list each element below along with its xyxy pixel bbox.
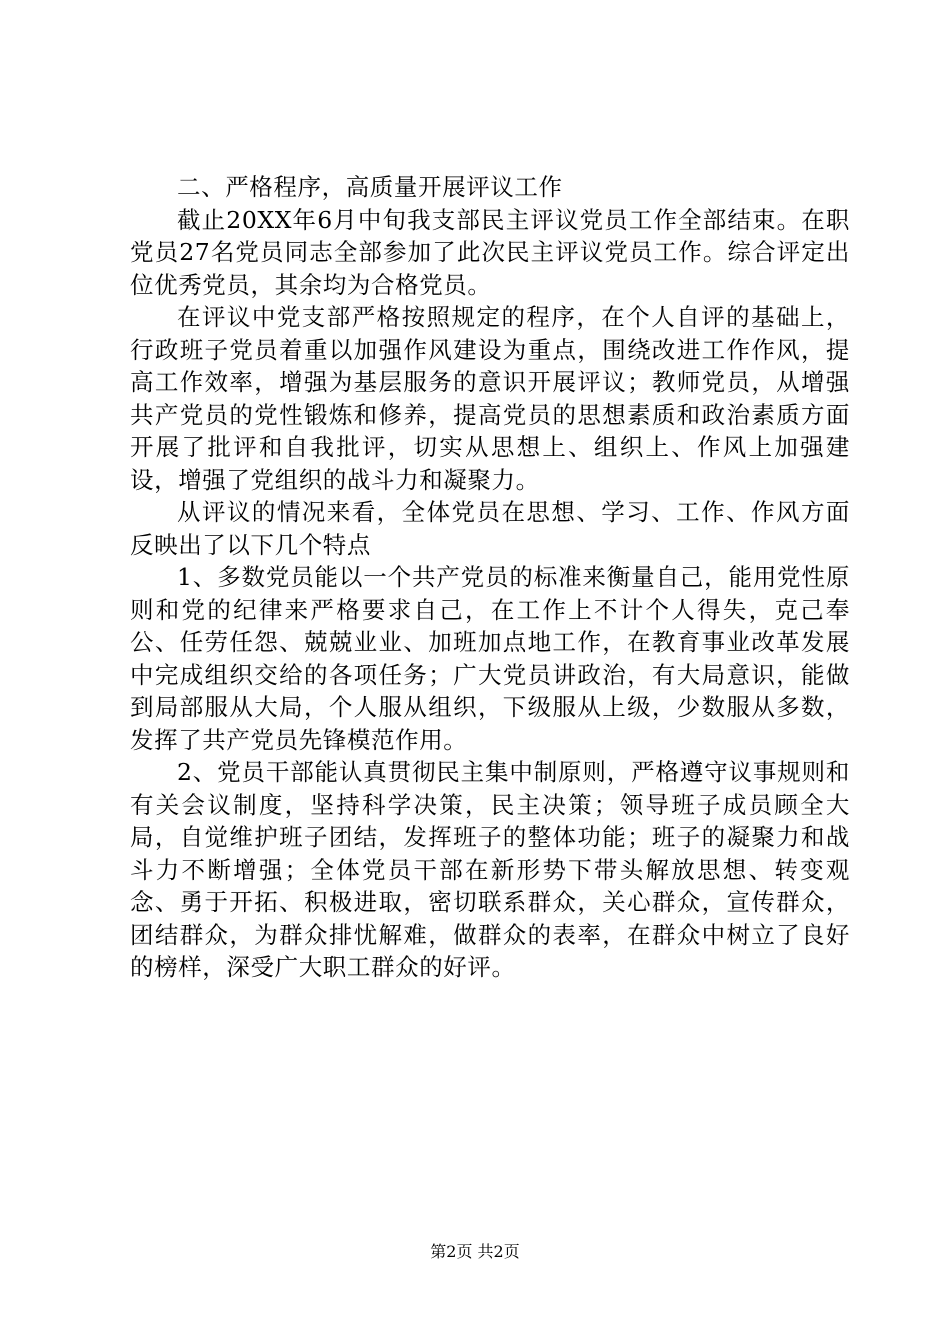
paragraph-point-1: 1、多数党员能以一个共产党员的标准来衡量自己，能用党性原则和党的纪律来严格要求自己，在工作上不计个人得失，克己奉公、任劳任怨、兢兢业业、加班加点地工作，在教育事业改革发展中完成组织交给的各项任务；广大党员讲政治，有大局意识，能做到局部服从大局，个人服从组织，下级服从上级，少数服从多数，发挥了共产党员先锋模范作用。: [130, 563, 850, 754]
paragraph-summary: 截止20XX年6月中旬我支部民主评议党员工作全部结束。在职党员27名党员同志全部参加了此次民主评议党员工作。综合评定出位优秀党员，其余均为合格党员。: [130, 205, 850, 299]
document-body: [130, 171, 850, 984]
paragraph-overview: 从评议的情况来看，全体党员在思想、学习、工作、作风方面反映出了以下几个特点: [130, 498, 850, 559]
page-footer: 第2页 共2页: [430, 1242, 520, 1261]
section-heading: 二、严格程序，高质量开展评议工作: [177, 173, 563, 201]
paragraph-procedure: 在评议中党支部严格按照规定的程序，在个人自评的基础上，行政班子党员着重以加强作风建设为重点，围绕改进工作作风，提高工作效率，增强为基层服务的意识开展评议；教师党员，从增强共产党员的党性锻炼和修养，提高党员的思想素质和政治素质方面开展了批评和自我批评，切实从思想上、组织上、作风上加强建设，增强了党组织的战斗力和凝聚力。: [130, 303, 850, 494]
paragraph-point-2: 2、党员干部能认真贯彻民主集中制原则，严格遵守议事规则和有关会议制度，坚持科学决策，民主决策；领导班子成员顾全大局，自觉维护班子团结，发挥班子的整体功能；班子的凝聚力和战斗力不断增强；全体党员干部在新形势下带头解放思想、转变观念、勇于开拓、积极进取，密切联系群众，关心群众，宣传群众，团结群众，为群众排忧解难，做群众的表率，在群众中树立了良好的榜样，深受广大职工群众的好评。: [130, 758, 850, 981]
